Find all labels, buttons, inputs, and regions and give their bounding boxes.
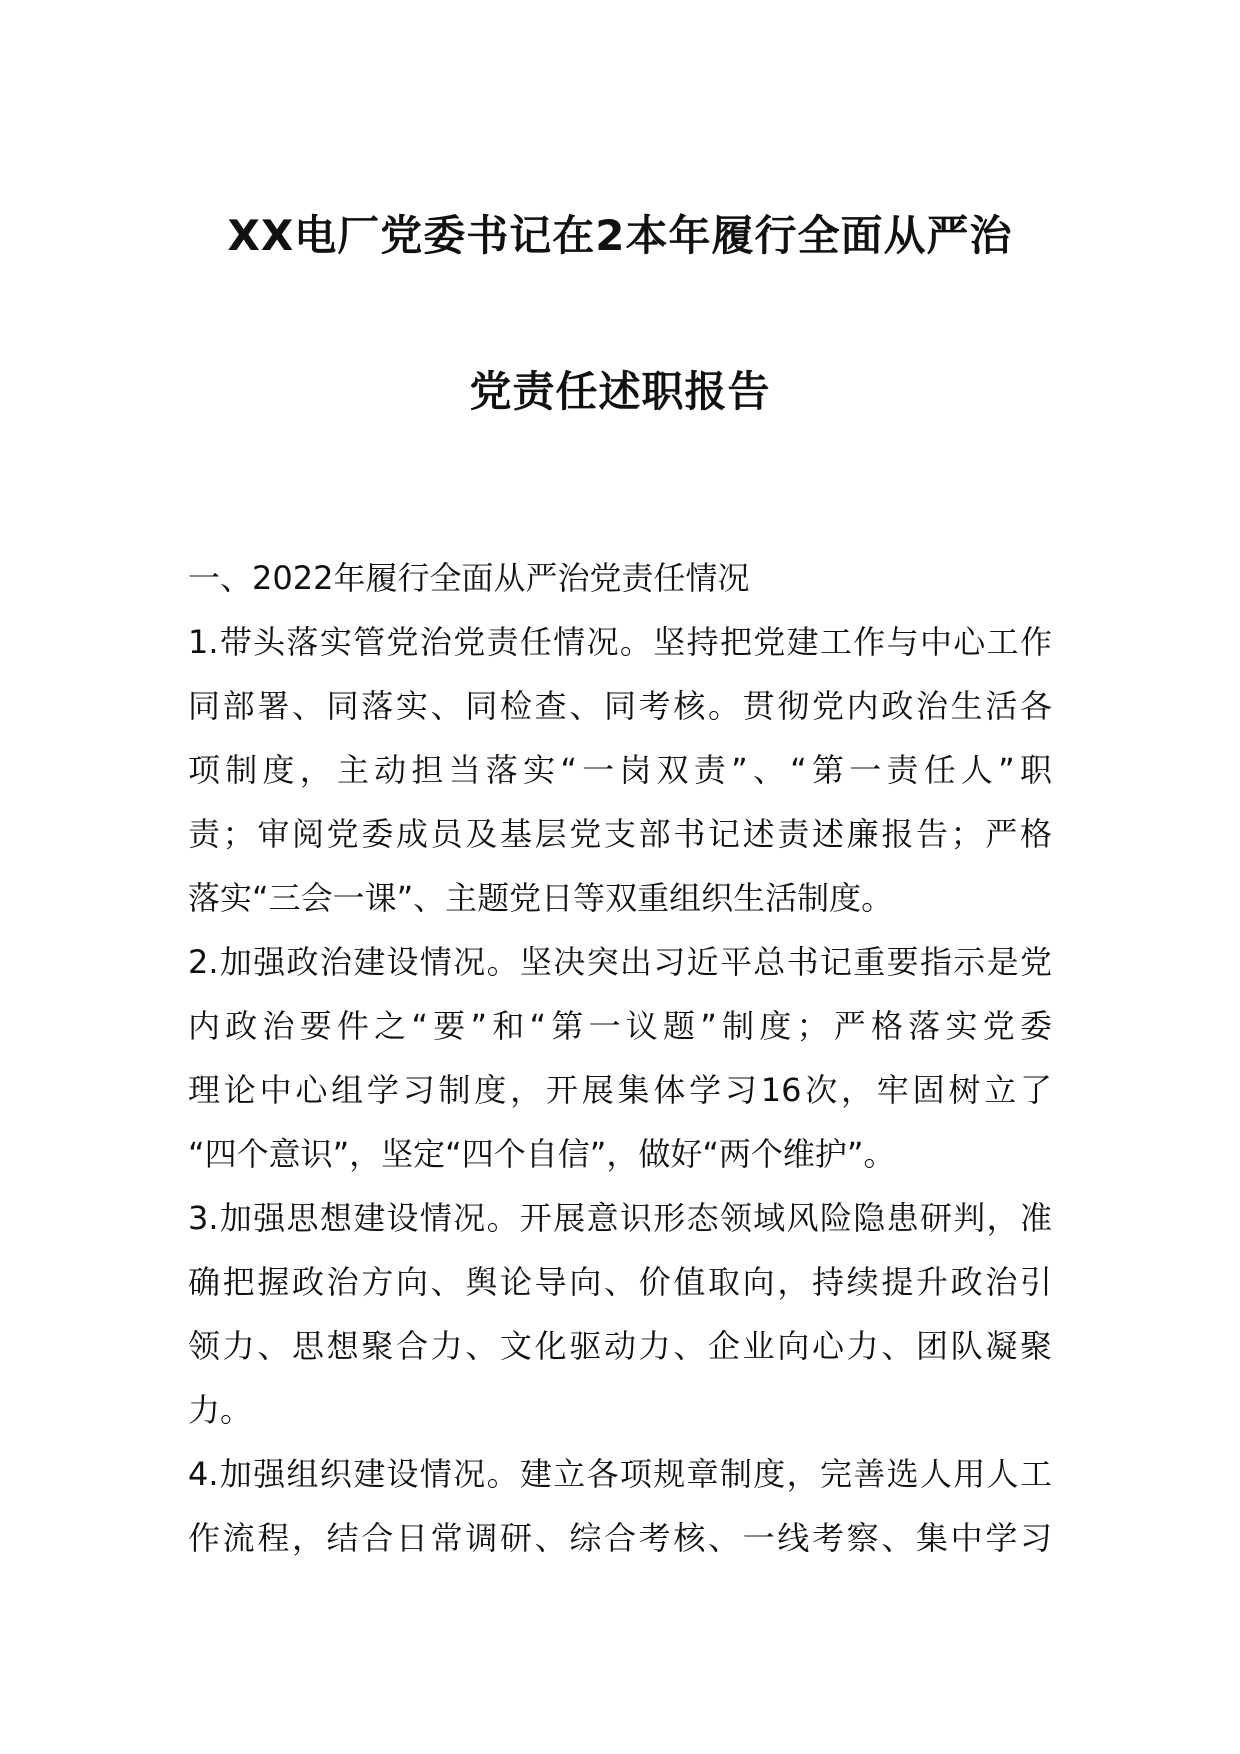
- paragraph-line: “四个意识”，坚定“四个自信”，做好“两个维护”。: [188, 1135, 896, 1173]
- paragraph-line: 同部署、同落实、同检查、同考核。贯彻党内政治生活各: [188, 687, 1052, 725]
- document-title-line-2: 党责任述职报告: [469, 367, 771, 416]
- paragraph-line: 项制度，主动担当落实“一岗双责”、“第一责任人”职: [188, 751, 1052, 789]
- paragraph-line: 4.加强组织建设情况。建立各项规章制度，完善选人用人工: [188, 1455, 1052, 1493]
- paragraph-line: 责；审阅党委成员及基层党支部书记述责述廉报告；严格: [188, 815, 1052, 853]
- paragraph-line: 落实“三会一课”、主题党日等双重组织生活制度。: [188, 879, 894, 917]
- paragraph-line: 2.加强政治建设情况。坚决突出习近平总书记重要指示是党: [188, 943, 1052, 981]
- paragraph-line: 内政治要件之“要”和“第一议题”制度；严格落实党委: [188, 1007, 1052, 1045]
- section-heading: 一、2022年履行全面从严治党责任情况: [188, 559, 750, 597]
- paragraph-line: 力。: [188, 1391, 253, 1429]
- paragraph-line: 作流程，结合日常调研、综合考核、一线考察、集中学习: [188, 1519, 1052, 1557]
- paragraph-line: 3.加强思想建设情况。开展意识形态领域风险隐患研判，准: [188, 1199, 1052, 1237]
- paragraph-line: 确把握政治方向、舆论导向、价值取向，持续提升政治引: [188, 1263, 1052, 1301]
- document-body: [188, 546, 1052, 1570]
- paragraph-line: 理论中心组学习制度，开展集体学习16次，牢固树立了: [188, 1071, 1052, 1109]
- document-title-line-1: XX电厂党委书记在2本年履行全面从严治: [227, 211, 1013, 260]
- paragraph-line: 领力、思想聚合力、文化驱动力、企业向心力、团队凝聚: [188, 1327, 1052, 1365]
- paragraph-line: 1.带头落实管党治党责任情况。坚持把党建工作与中心工作: [188, 623, 1052, 661]
